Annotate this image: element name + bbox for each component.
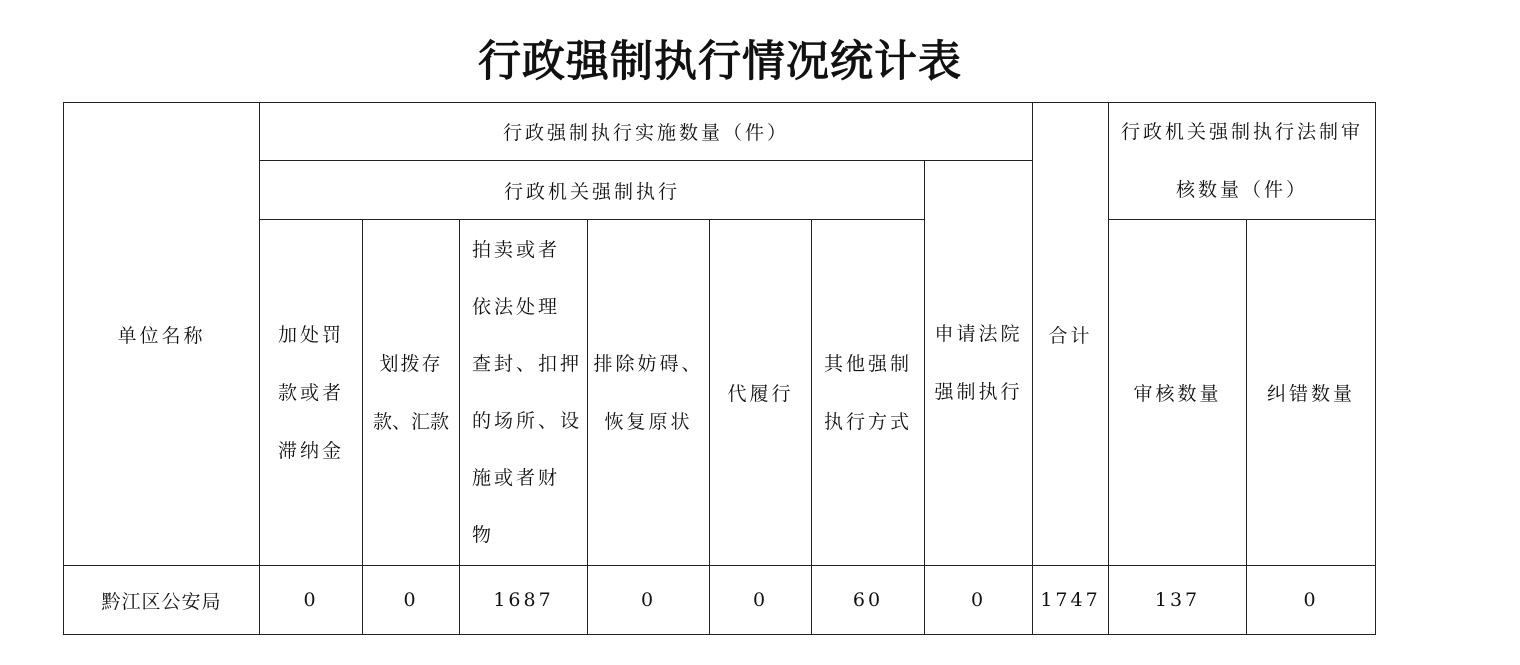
cell-correction-count: 0 — [1247, 566, 1376, 635]
cell-unit: 黔江区公安局 — [64, 566, 260, 635]
cell-other-methods: 60 — [812, 566, 925, 635]
cell-court-application: 0 — [925, 566, 1033, 635]
header-auction-disposal: 拍卖或者 依法处理 查封、扣押 的场所、设 施或者财 物 — [460, 220, 588, 566]
cell-transfer-deposits: 0 — [363, 566, 460, 635]
cell-fines-penalty: 0 — [260, 566, 363, 635]
cell-substitute-performance: 0 — [710, 566, 812, 635]
cell-total: 1747 — [1033, 566, 1109, 635]
header-court-application: 申请法院 强制执行 — [925, 161, 1033, 566]
header-fines-penalty: 加处罚 款或者 滞纳金 — [260, 220, 363, 566]
header-agency-enforcement: 行政机关强制执行 — [260, 161, 925, 220]
header-transfer-deposits: 划拨存 款、汇款 — [363, 220, 460, 566]
page-title: 行政强制执行情况统计表 — [478, 37, 962, 87]
header-unit-name: 单位名称 — [64, 103, 260, 566]
header-review-count: 审核数量 — [1109, 220, 1247, 566]
header-total: 合计 — [1033, 103, 1109, 566]
header-implementation-count: 行政强制执行实施数量（件） — [260, 103, 1033, 161]
statistics-table — [63, 102, 1376, 635]
header-other-methods: 其他强制 执行方式 — [812, 220, 925, 566]
cell-review-count: 137 — [1109, 566, 1247, 635]
header-substitute-performance: 代履行 — [710, 220, 812, 566]
header-correction-count: 纠错数量 — [1247, 220, 1376, 566]
header-remove-obstruction: 排除妨碍、 恢复原状 — [588, 220, 710, 566]
header-legal-review-count: 行政机关强制执行法制审 核数量（件） — [1109, 103, 1376, 220]
table-row — [64, 566, 1376, 635]
cell-auction-disposal: 1687 — [460, 566, 588, 635]
cell-remove-obstruction: 0 — [588, 566, 710, 635]
